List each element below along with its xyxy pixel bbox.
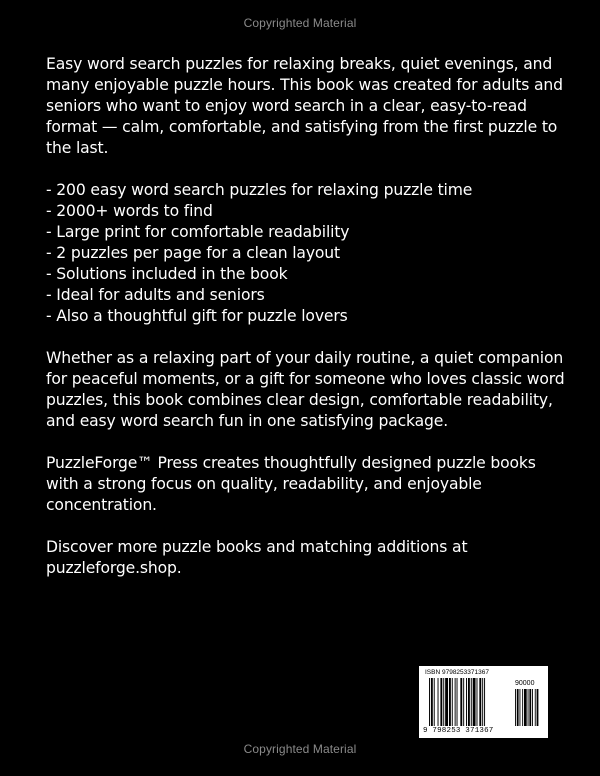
ean-digits: 9 798253 371367 <box>423 727 494 735</box>
watermark-top: Copyrighted Material <box>243 16 357 30</box>
feature-item: - 2000+ words to find <box>46 202 213 220</box>
feature-item: - Large print for comfortable readability <box>46 223 350 241</box>
feature-item: - Also a thoughtful gift for puzzle lovers <box>46 307 348 325</box>
discover-paragraph: Discover more puzzle books and matching additions at puzzleforge.shop. <box>46 538 468 577</box>
isbn-label: ISBN 9798253371367 <box>425 669 489 676</box>
feature-item: - Solutions included in the book <box>46 265 288 283</box>
feature-item: - Ideal for adults and seniors <box>46 286 265 304</box>
intro-paragraph: Easy word search puzzles for relaxing breaks, quiet evenings, and many enjoyable puzzle hours. This book was created for adults and seniors who want to enjoy word search in a clear, easy-to-read format — calm, comfortable, and satisfying from the first puzzle to the last. <box>46 55 563 157</box>
publisher-paragraph: PuzzleForge™ Press creates thoughtfully designed puzzle books with a strong focus on quality, readability, and enjoyable concentration. <box>46 454 536 514</box>
feature-list <box>46 180 566 327</box>
back-cover-text <box>46 54 566 600</box>
isbn-barcode <box>419 666 548 738</box>
price-code: 90000 <box>515 680 535 687</box>
feature-item: - 200 easy word search puzzles for relaxing puzzle time <box>46 181 473 199</box>
feature-item: - 2 puzzles per page for a clean layout <box>46 244 340 262</box>
watermark-bottom: Copyrighted Material <box>243 742 357 756</box>
routine-paragraph: Whether as a relaxing part of your daily routine, a quiet companion for peaceful moments, or a gift for someone who loves classic word puzzles, this book combines clear design, comfortable readability, and easy word search fun in one satisfying package. <box>46 349 565 430</box>
